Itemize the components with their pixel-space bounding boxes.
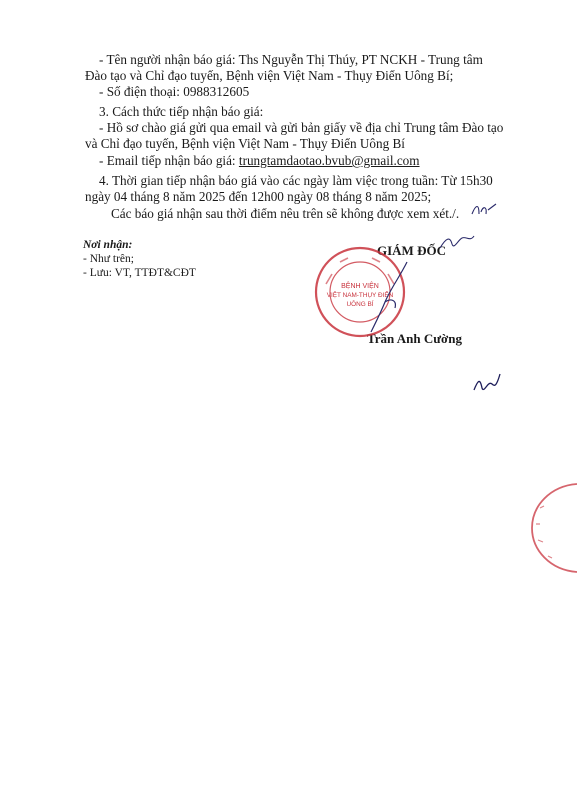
stamp-text-2: VIỆT NAM-THỤY ĐIỂN	[326, 292, 394, 299]
section3-line2: và Chỉ đạo tuyến, Bệnh viện Việt Nam - Thụy Điển Uông Bí	[85, 136, 405, 151]
initials-scribble	[470, 200, 500, 220]
email-line	[99, 153, 420, 169]
email-label: - Email tiếp nhận báo giá:	[99, 153, 239, 168]
section4-line2: ngày 04 tháng 8 năm 2025 đến 12h00 ngày 08 tháng 8 năm 2025;	[85, 189, 432, 204]
page-initials	[470, 370, 506, 396]
signer-name: Trần Anh Cường	[367, 331, 462, 346]
recipient-org-line: Đào tạo và Chỉ đạo tuyến, Bệnh viện Việt Nam - Thụy Điển Uông Bí;	[85, 68, 454, 83]
section4-line1: 4. Thời gian tiếp nhận báo giá vào các ngày làm việc trong tuần: Từ 15h30	[99, 173, 493, 188]
section3-heading: 3. Cách thức tiếp nhận báo giá:	[99, 104, 264, 119]
signature-mark	[438, 232, 478, 254]
signature-title: GIÁM ĐỐC	[377, 243, 446, 258]
email-link[interactable]: trungtamdaotao.bvub@gmail.com	[238, 153, 420, 168]
director-signature	[355, 258, 425, 338]
stamp-text-1: BỆNH VIỆN	[341, 283, 379, 290]
recipient-item-2: - Lưu: VT, TTĐT&CĐT	[83, 267, 196, 279]
recipient-name-line: - Tên người nhận báo giá: Ths Nguyễn Thị Thúy, PT NCKH - Trung tâm	[99, 52, 483, 67]
phone-line: - Số điện thoại: 0988312605	[99, 84, 250, 99]
stamp-text-3: UÔNG BÍ	[346, 301, 374, 308]
recipient-item-1: - Như trên;	[83, 253, 134, 265]
section3-line1: - Hồ sơ chào giá gửi qua email và gửi bản giấy về địa chỉ Trung tâm Đào tạo	[99, 120, 504, 135]
edge-seal	[510, 478, 577, 578]
recipients-heading: Nơi nhận:	[83, 239, 133, 251]
section4-line3: Các báo giá nhận sau thời điểm nêu trên sẽ không được xem xét./.	[111, 206, 460, 221]
